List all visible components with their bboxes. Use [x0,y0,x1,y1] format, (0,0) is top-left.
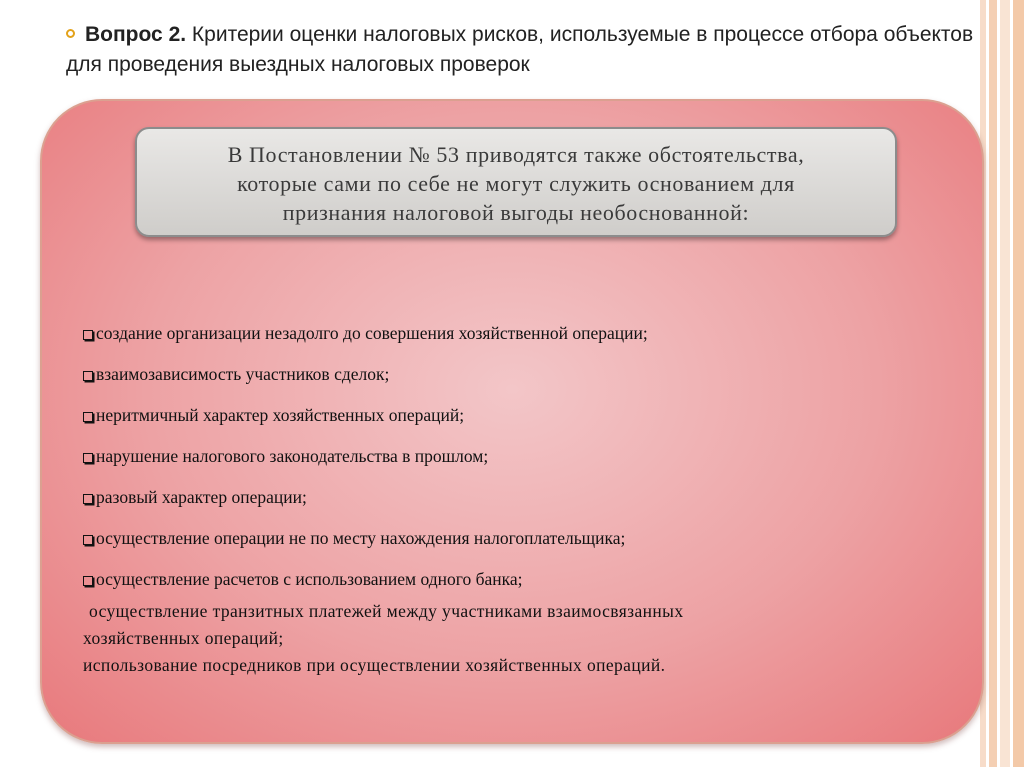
title-bold: Вопрос 2. [85,23,187,46]
callout-line-1: В Постановлении № 53 приводятся также обстоятельства, [227,142,805,167]
list-item: разовый характер операции; [83,484,963,525]
callout-line-3: признания налоговой выгоды необоснованной: [282,200,750,225]
callout-box [135,127,897,237]
extra-line-2: хозяйственных операций; [83,628,284,648]
criteria-list [83,320,963,607]
checkbox-bullet-icon [83,330,93,340]
extra-criteria [83,598,963,679]
list-item: нарушение налогового законодательства в прошлом; [83,443,963,484]
list-item: взаимозависимость участников сделок; [83,361,963,402]
checkbox-bullet-icon [83,576,93,586]
title-text: Критерии оценки налоговых рисков, используемые в процессе отбора объектов для проведения выездных налоговых проверок [66,23,974,76]
checkbox-bullet-icon [83,453,93,463]
extra-line-1: осуществление транзитных платежей между участниками взаимосвязанных [89,601,684,621]
checkbox-bullet-icon [83,412,93,422]
slide-title [66,20,986,80]
list-item: создание организации незадолго до совершения хозяйственной операции; [83,320,963,361]
list-item: осуществление операции не по месту нахождения налогоплательщика; [83,525,963,566]
callout-line-2: которые сами по себе не могут служить основанием для [237,171,795,196]
list-item: осуществление расчетов с использованием одного банка; [83,566,963,607]
extra-line-3: использование посредников при осуществлении хозяйственных операций. [83,655,666,675]
checkbox-bullet-icon [83,371,93,381]
checkbox-bullet-icon [83,535,93,545]
checkbox-bullet-icon [83,494,93,504]
circle-bullet-icon [66,29,75,38]
list-item: неритмичный характер хозяйственных операций; [83,402,963,443]
decorative-stripes [980,0,1024,767]
